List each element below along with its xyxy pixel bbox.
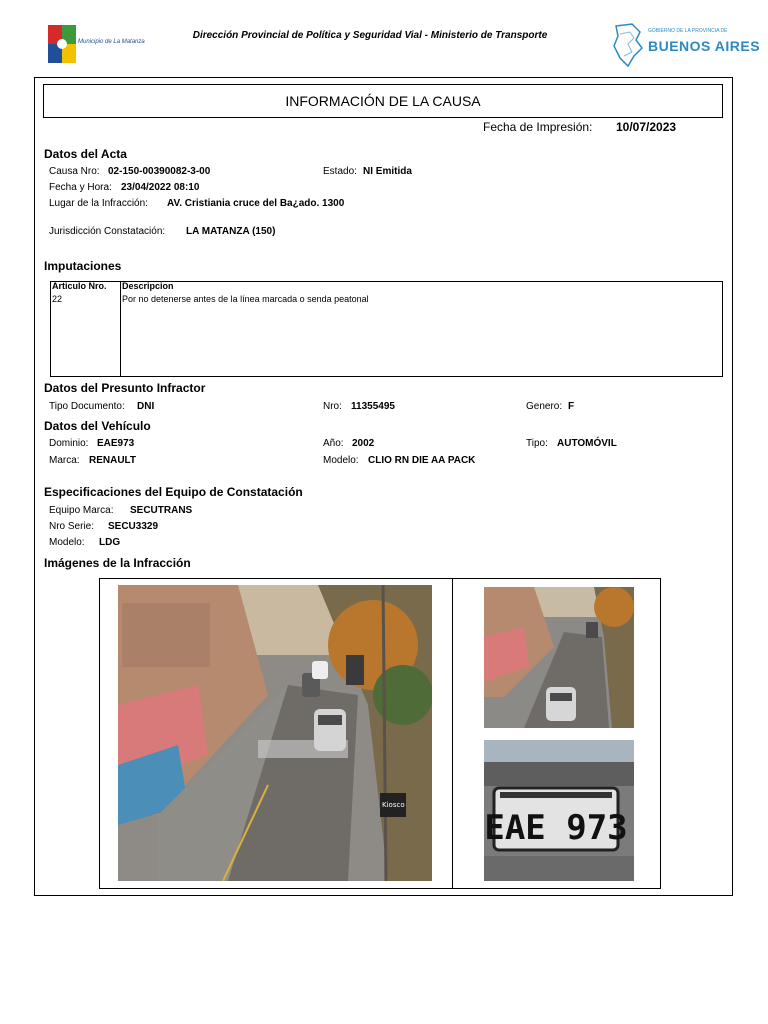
lugar-value: AV. Cristiania cruce del Ba¿ado. 1300 [167,198,345,209]
ba-logo-big-text: BUENOS AIRES [648,38,761,54]
modelo-vehiculo-value: CLIO RN DIE AA PACK [368,455,476,466]
documento-nro-label: Nro: [323,401,342,412]
municipio-logo-text: Municipio de La Matanza [78,39,145,45]
infractor-heading: Datos del Presunto Infractor [44,381,206,395]
document-title: INFORMACIÓN DE LA CAUSA [43,84,723,118]
imagenes-divider [452,578,453,889]
imagenes-heading: Imágenes de la Infracción [44,556,191,570]
tipo-vehiculo-value: AUTOMÓVIL [557,438,617,449]
imputaciones-column-divider [120,281,121,377]
column-header-descripcion: Descripcion [122,281,174,291]
vehiculo-heading: Datos del Vehículo [44,419,151,433]
anio-label: Año: [323,438,344,449]
modelo-vehiculo-label: Modelo: [323,455,359,466]
fecha-value: 23/04/2022 08:10 [121,182,200,193]
jurisdiccion-label: Jurisdicción Constatación: [49,226,166,237]
nro-serie-value: SECU3329 [108,521,159,532]
genero-value: F [568,401,575,412]
imputaciones-heading: Imputaciones [44,259,122,273]
genero-label: Genero: [526,401,563,412]
dominio-value: EAE973 [97,438,135,449]
equipo-heading: Especificaciones del Equipo de Constatación [44,485,303,499]
fecha-label: Fecha y Hora: [49,182,112,193]
header-title: Dirección Provincial de Política y Seguridad Vial - Ministerio de Transporte [192,30,548,41]
equipo-modelo-label: Modelo: [49,537,85,548]
marca-label: Marca: [49,455,80,466]
documento-nro-value: 11355495 [351,401,395,412]
nro-serie-label: Nro Serie: [49,521,95,532]
kiosco-sign-text: Kiosco [382,801,405,809]
tipo-documento-label: Tipo Documento: [49,401,125,412]
lugar-label: Lugar de la Infracción: [49,198,148,209]
anio-value: 2002 [352,438,375,449]
municipio-logo [42,22,152,66]
buenos-aires-logo [610,22,761,68]
plate-text: EAE 973 [484,808,628,848]
tipo-vehiculo-label: Tipo: [526,438,548,449]
table-row-descripcion: Por no detenerse antes de la línea marcada o senda peatonal [122,294,369,304]
causa-value: 02-150-00390082-3-00 [108,166,211,177]
tipo-documento-value: DNI [137,401,155,412]
estado-label: Estado: [323,166,357,177]
infraction-main-photo [118,585,432,881]
column-header-articulo: Articulo Nro. [52,281,107,291]
equipo-marca-label: Equipo Marca: [49,505,114,516]
marca-value: RENAULT [89,455,137,466]
estado-value: NI Emitida [363,166,412,177]
license-plate-photo [484,740,634,881]
table-row-articulo: 22 [52,294,63,304]
print-date-label: Fecha de Impresión: [483,120,593,134]
infraction-secondary-photo [484,587,634,728]
equipo-modelo-value: LDG [99,537,121,548]
print-date-value: 10/07/2023 [616,120,677,134]
acta-heading: Datos del Acta [44,147,127,161]
causa-label: Causa Nro: [49,166,100,177]
ba-logo-small-text: GOBIERNO DE LA PROVINCIA DE [648,28,728,34]
dominio-label: Dominio: [49,438,89,449]
jurisdiccion-value: LA MATANZA (150) [186,226,276,237]
equipo-marca-value: SECUTRANS [130,505,193,516]
